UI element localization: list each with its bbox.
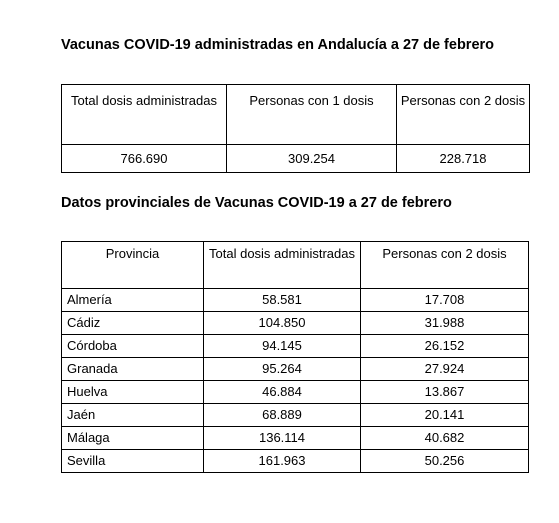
provincial-title: Datos provinciales de Vacunas COVID-19 a 27 de febrero bbox=[61, 195, 452, 211]
table-row bbox=[62, 312, 529, 335]
two-doses-cell: 26.152 bbox=[361, 335, 529, 358]
table-row bbox=[62, 450, 529, 473]
province-name-cell: Granada bbox=[62, 358, 204, 381]
total-doses-cell: 95.264 bbox=[204, 358, 361, 381]
province-name-cell: Córdoba bbox=[62, 335, 204, 358]
summary-table bbox=[61, 84, 530, 173]
two-doses-cell: 50.256 bbox=[361, 450, 529, 473]
table-row bbox=[62, 358, 529, 381]
summary-value-row bbox=[62, 145, 530, 173]
province-name-cell: Málaga bbox=[62, 427, 204, 450]
two-doses-cell: 13.867 bbox=[361, 381, 529, 404]
total-doses-cell: 94.145 bbox=[204, 335, 361, 358]
summary-header-one-dose: Personas con 1 dosis bbox=[227, 85, 397, 145]
table-row bbox=[62, 381, 529, 404]
table-row bbox=[62, 404, 529, 427]
total-doses-cell: 68.889 bbox=[204, 404, 361, 427]
summary-value-two-doses: 228.718 bbox=[397, 145, 530, 173]
summary-title: Vacunas COVID-19 administradas en Andalucía a 27 de febrero bbox=[61, 37, 495, 53]
summary-value-total-doses: 766.690 bbox=[62, 145, 227, 173]
table-row bbox=[62, 335, 529, 358]
summary-header-total-doses: Total dosis administradas bbox=[62, 85, 227, 145]
province-name-cell: Huelva bbox=[62, 381, 204, 404]
table-row bbox=[62, 427, 529, 450]
provincial-header-row bbox=[62, 242, 529, 289]
two-doses-cell: 17.708 bbox=[361, 289, 529, 312]
provincial-header-two-doses: Personas con 2 dosis bbox=[361, 242, 529, 289]
province-name-cell: Jaén bbox=[62, 404, 204, 427]
province-name-cell: Cádiz bbox=[62, 312, 204, 335]
two-doses-cell: 31.988 bbox=[361, 312, 529, 335]
total-doses-cell: 161.963 bbox=[204, 450, 361, 473]
province-name-cell: Sevilla bbox=[62, 450, 204, 473]
total-doses-cell: 58.581 bbox=[204, 289, 361, 312]
provincial-table bbox=[61, 241, 529, 473]
total-doses-cell: 46.884 bbox=[204, 381, 361, 404]
summary-header-row bbox=[62, 85, 530, 145]
provincial-header-province: Provincia bbox=[62, 242, 204, 289]
total-doses-cell: 104.850 bbox=[204, 312, 361, 335]
two-doses-cell: 27.924 bbox=[361, 358, 529, 381]
total-doses-cell: 136.114 bbox=[204, 427, 361, 450]
table-row bbox=[62, 289, 529, 312]
province-name-cell: Almería bbox=[62, 289, 204, 312]
summary-header-two-doses: Personas con 2 dosis bbox=[397, 85, 530, 145]
two-doses-cell: 20.141 bbox=[361, 404, 529, 427]
summary-value-one-dose: 309.254 bbox=[227, 145, 397, 173]
provincial-table-body bbox=[62, 289, 529, 473]
provincial-header-total-doses: Total dosis administradas bbox=[204, 242, 361, 289]
two-doses-cell: 40.682 bbox=[361, 427, 529, 450]
